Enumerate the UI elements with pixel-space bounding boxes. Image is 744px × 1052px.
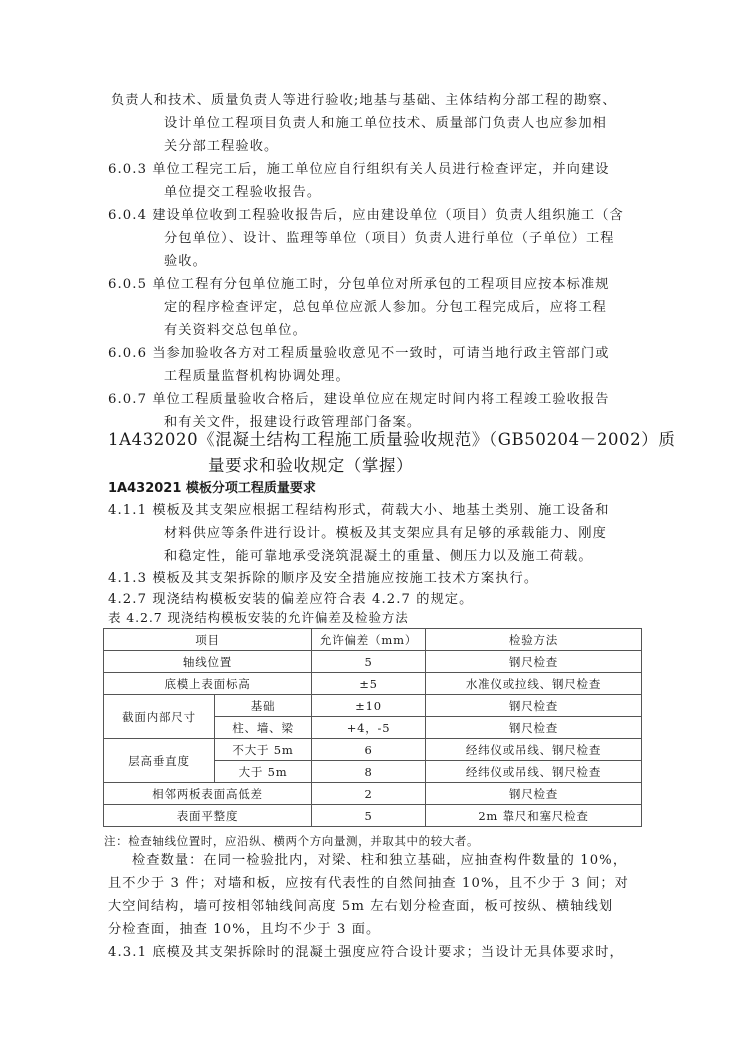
- header-item: 项目: [104, 629, 312, 651]
- section-heading-line-2: 量要求和验收规定（掌握）: [208, 456, 414, 475]
- cell-item: 轴线位置: [104, 651, 312, 673]
- table-caption: 表 4.2.7 现浇结构模板安装的允许偏差及检验方法: [108, 610, 409, 625]
- cell-method: 钢尺检查: [426, 717, 642, 739]
- clause-6-0-5-line-2: 定的程序检查评定，总包单位应派人参加。分包工程完成后，应将工程: [164, 300, 607, 315]
- clause-4-3-1: 4.3.1 底模及其支架拆除时的混凝土强度应符合设计要求；当设计无具体要求时，: [108, 945, 624, 960]
- cell-tolerance: 8: [312, 761, 426, 783]
- tolerance-table: [103, 628, 642, 827]
- clause-6-0-5-line-3: 有关资料交总包单位。: [164, 323, 307, 338]
- cell-sub-item: 基础: [215, 695, 312, 717]
- clause-6-0-7-line-1: 6.0.7 单位工程质量验收合格后，建设单位应在规定时间内将工程竣工验收报告: [108, 392, 610, 407]
- table-row: [104, 651, 642, 673]
- cell-item: 底模上表面标高: [104, 673, 312, 695]
- clause-4-1-1-line-3: 和稳定性，能可靠地承受浇筑混凝土的重量、侧压力以及施工荷载。: [164, 549, 593, 564]
- subsection-heading: 1A432021 模板分项工程质量要求: [108, 481, 316, 496]
- intro-line-2: 设计单位工程项目负责人和施工单位技术、质量部门负责人也应参加相: [164, 116, 607, 131]
- inspection-line-1: 检查数量：在同一检验批内，对梁、柱和独立基础，应抽查构件数量的 10%，: [132, 853, 628, 868]
- cell-method: 2m 靠尺和塞尺检查: [426, 805, 642, 827]
- table-row: [104, 739, 642, 761]
- cell-tolerance: ±5: [312, 673, 426, 695]
- inspection-line-3: 大空间结构，墙可按相邻轴线间高度 5m 左右划分检查面，板可按纵、横轴线划: [108, 899, 614, 914]
- cell-item: 相邻两板表面高低差: [104, 783, 312, 805]
- cell-sub-item: 柱、墙、梁: [215, 717, 312, 739]
- cell-method: 钢尺检查: [426, 695, 642, 717]
- intro-line-1: 负责人和技术、质量负责人等进行验收;地基与基础、主体结构分部工程的勘察、: [111, 93, 617, 108]
- clause-6-0-3-line-1: 6.0.3 单位工程完工后，施工单位应自行组织有关人员进行检查评定，并向建设: [108, 162, 610, 177]
- clause-4-1-1-line-2: 材料供应等条件进行设计。模板及其支架应具有足够的承载能力、刚度: [164, 526, 607, 541]
- cell-sub-item: 不大于 5m: [215, 739, 312, 761]
- table-row: [104, 805, 642, 827]
- clause-6-0-6-line-1: 6.0.6 当参加验收各方对工程质量验收意见不一致时，可请当地行政主管部门或: [108, 346, 610, 361]
- header-tolerance: 允许偏差（mm）: [312, 629, 426, 651]
- cell-tolerance: 5: [312, 651, 426, 673]
- cell-method: 钢尺检查: [426, 651, 642, 673]
- cell-method: 经纬仪或吊线、钢尺检查: [426, 761, 642, 783]
- inspection-line-4: 分检查面，抽查 10%，且均不少于 3 面。: [108, 922, 381, 937]
- cell-method: 水准仪或拉线、钢尺检查: [426, 673, 642, 695]
- intro-line-3: 关分部工程验收。: [164, 139, 279, 154]
- cell-method: 经纬仪或吊线、钢尺检查: [426, 739, 642, 761]
- clause-6-0-4-line-2: 分包单位）、设计、监理等单位（项目）负责人进行单位（子单位）工程: [164, 231, 615, 246]
- table-note: 注：检查轴线位置时，应沿纵、横两个方向量测，并取其中的较大者。: [104, 834, 480, 848]
- section-heading-line-1: 1A432020《混凝土结构工程施工质量验收规范》（GB50204－2002）质: [108, 430, 676, 449]
- cell-tolerance: 6: [312, 739, 426, 761]
- clause-6-0-6-line-2: 工程质量监督机构协调处理。: [164, 369, 350, 384]
- cell-tolerance: 5: [312, 805, 426, 827]
- cell-item: 截面内部尺寸: [104, 695, 215, 739]
- cell-method: 钢尺检查: [426, 783, 642, 805]
- cell-tolerance: +4，-5: [312, 717, 426, 739]
- clause-4-1-3: 4.1.3 模板及其支架拆除的顺序及安全措施应按施工技术方案执行。: [108, 571, 539, 586]
- table-row: [104, 695, 642, 717]
- clause-4-2-7: 4.2.7 现浇结构模板安装的偏差应符合表 4.2.7 的规定。: [108, 592, 474, 607]
- clause-6-0-3-line-2: 单位提交工程验收报告。: [164, 185, 322, 200]
- cell-item: 表面平整度: [104, 805, 312, 827]
- cell-tolerance: ±10: [312, 695, 426, 717]
- table-row: [104, 783, 642, 805]
- inspection-line-2: 且不少于 3 件；对墙和板，应按有代表性的自然间抽查 10%，且不少于 3 间；对: [108, 876, 629, 891]
- clause-6-0-4-line-1: 6.0.4 建设单位收到工程验收报告后，应由建设单位（项目）负责人组织施工（含: [108, 208, 624, 223]
- clause-6-0-4-line-3: 验收。: [164, 254, 207, 269]
- header-method: 检验方法: [426, 629, 642, 651]
- table-header-row: [104, 629, 642, 651]
- table-row: [104, 673, 642, 695]
- cell-tolerance: 2: [312, 783, 426, 805]
- cell-sub-item: 大于 5m: [215, 761, 312, 783]
- cell-item: 层高垂直度: [104, 739, 215, 783]
- clause-6-0-7-line-2: 和有关文件，报建设行政管理部门备案。: [164, 415, 422, 430]
- clause-4-1-1-line-1: 4.1.1 模板及其支架应根据工程结构形式，荷载大小、地基土类别、施工设备和: [108, 503, 610, 518]
- clause-6-0-5-line-1: 6.0.5 单位工程有分包单位施工时，分包单位对所承包的工程项目应按本标准规: [108, 277, 610, 292]
